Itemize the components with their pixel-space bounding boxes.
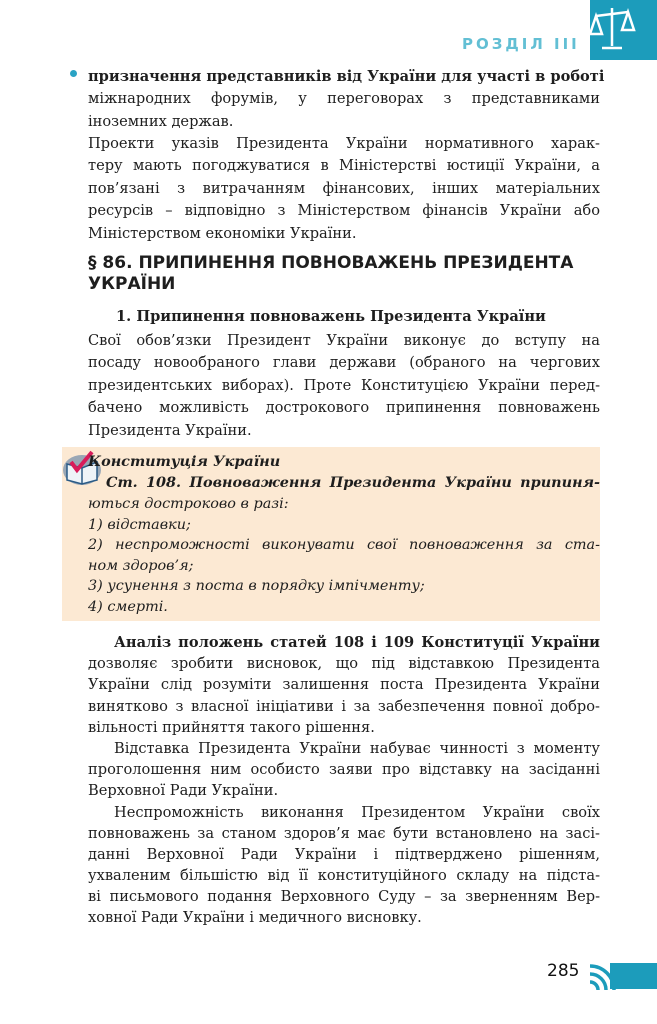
text-line: вільності прийняття такого рішення. <box>88 718 375 736</box>
text-line: Президента України. <box>88 421 252 439</box>
section-label: РОЗДІЛ III <box>462 35 580 53</box>
text-line: пов’язані з витрачанням фінансових, інших матеріальних <box>88 179 600 197</box>
text-line: бачено можливість дострокового припинення повноважень <box>88 399 600 417</box>
section-header-badge <box>590 0 657 60</box>
text-line: Міністерством економіки України. <box>88 224 357 242</box>
text-line: міжнародних форумів, у переговорах з представниками <box>88 90 600 108</box>
list-item: 4) смерті. <box>88 598 168 615</box>
bullet-item <box>88 66 605 133</box>
text-line: теру мають погоджуватися в Міністерстві юстиції України, а <box>88 157 600 175</box>
text-line: призначення представників від України для участі в роботі <box>88 68 605 85</box>
text-line: Відставка Президента України набуває чинності з моменту <box>114 739 600 757</box>
section-title-line: § 86. ПРИПИНЕННЯ ПОВНОВАЖЕНЬ ПРЕЗИДЕНТА <box>88 253 574 273</box>
text-line: повноважень за станом здоров’я має бути встановлено на засі- <box>88 824 600 842</box>
text-line: іноземних держав. <box>88 112 234 130</box>
text-line: дозволяє зробити висновок, що під відставкою Президента <box>88 655 600 673</box>
text-line: Верховної Ради України. <box>88 782 279 800</box>
paragraph-analysis <box>88 632 600 929</box>
quote-title: Конституція України <box>88 453 281 470</box>
text-line: України слід розуміти залишення поста Президента України <box>88 676 600 694</box>
text-line: Ст. 108. Повноваження Президента України припиня- <box>106 473 600 491</box>
text-line: данні Верховної Ради України і підтверджено рішенням, <box>88 845 600 863</box>
text-line: ухваленим більшістю від її конституційного складу на підста- <box>88 867 600 885</box>
text-line: проголошення ним особисто заяви про відставку на засіданні <box>88 761 600 779</box>
text-line: ховної Ради України і медичного висновку. <box>88 909 422 927</box>
text-line <box>88 473 600 494</box>
text-line: Свої обов’язки Президент України виконує до вступу на <box>88 332 600 349</box>
scales-icon <box>590 0 657 60</box>
text-line: ресурсів – відповідно з Міністерством фінансів України або <box>88 202 600 220</box>
text-line: ються достроково в разі: <box>88 496 289 512</box>
page-number: 285 <box>547 961 580 981</box>
constitution-items <box>88 494 600 618</box>
list-item: 2) неспроможності виконувати свої повноваження за ста- <box>88 537 600 554</box>
text-line: ві письмового подання Верховного Суду – за зверненням Вер- <box>88 888 600 906</box>
text-line: Неспроможність виконання Президентом України своїх <box>114 803 600 821</box>
list-item: 1) відставки; <box>88 516 191 533</box>
footer-accent-bar <box>610 963 657 989</box>
text-line: посаду новообраного глави держави (обраного на чергових <box>88 354 600 372</box>
text-line: винятково з власної ініціативи і за забезпечення повної добро- <box>88 697 600 715</box>
section-title <box>88 253 573 295</box>
bullet-icon <box>70 70 77 77</box>
text-line: Проекти указів Президента України нормативного харак- <box>88 135 600 152</box>
subheading <box>88 306 600 328</box>
text-line: ном здоров’я; <box>88 557 194 574</box>
paragraph-intro <box>88 330 600 442</box>
constitution-text <box>88 452 600 493</box>
list-item: 3) усунення з поста в порядку імпічменту; <box>88 578 425 595</box>
text-line: Аналіз положень статей 108 і 109 Конституції України <box>114 634 600 651</box>
section-title-line: УКРАЇНИ <box>88 274 176 294</box>
text-line: президентських виборах). Проте Конституцією України перед- <box>88 376 600 394</box>
paragraph-projects <box>88 133 600 245</box>
subheading-text: 1. Припинення повноважень Президента України <box>116 308 546 325</box>
